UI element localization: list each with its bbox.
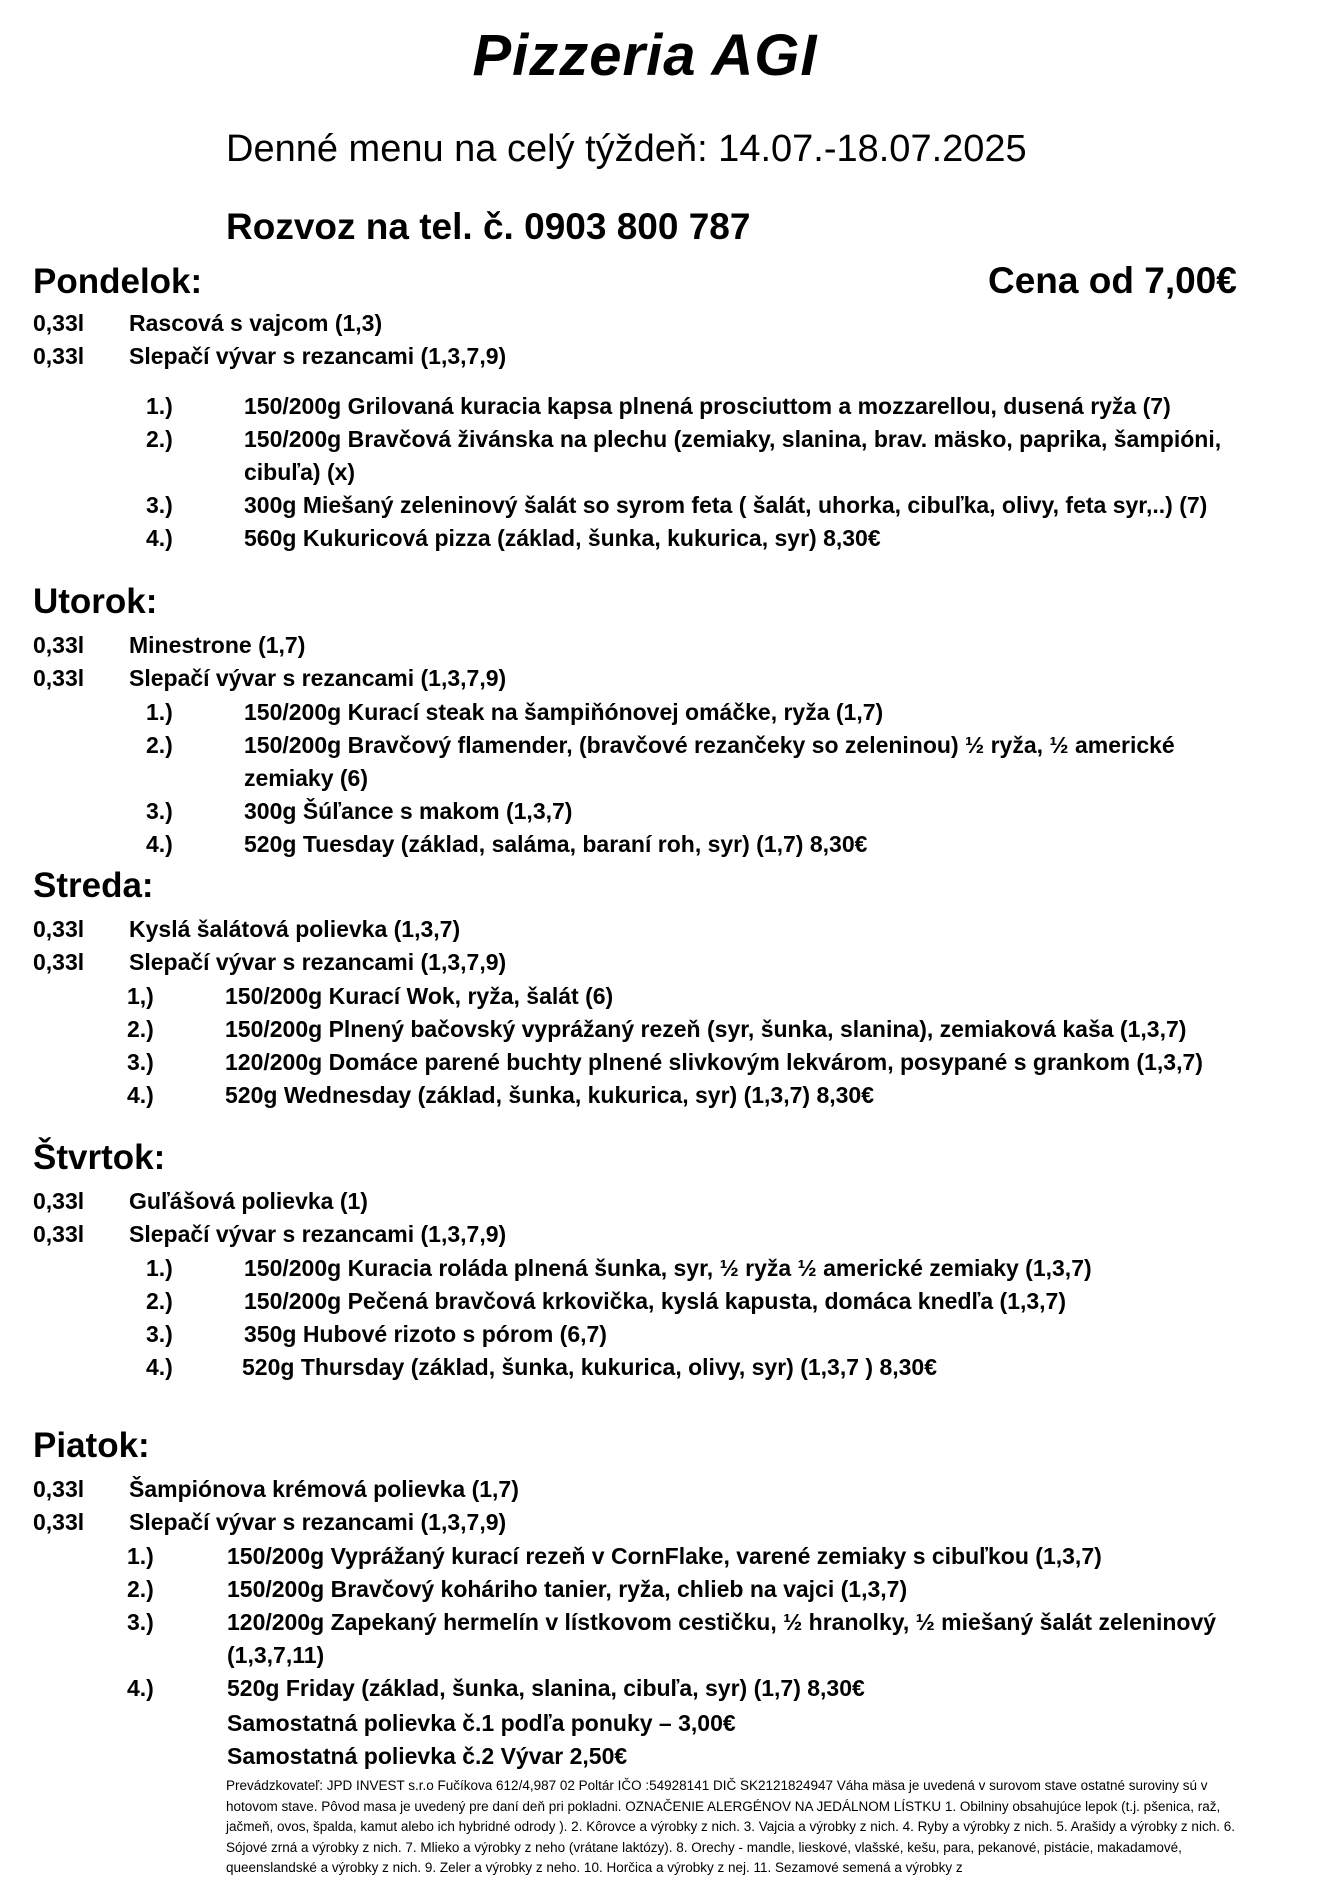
item-number: 4.): [146, 831, 173, 857]
extra-soup-2: Samostatná polievka č.2 Vývar 2,50€: [227, 1743, 628, 1769]
soup-name: Guľášová polievka (1): [129, 1188, 368, 1214]
item-text: 520g Wednesday (základ, šunka, kukurica, syr) (1,3,7) 8,30€: [225, 1082, 874, 1108]
price-note: Cena od 7,00€: [988, 260, 1237, 301]
soup-row: [33, 1509, 506, 1536]
menu-item: [0, 1013, 1290, 1046]
item-number: 4.): [127, 1675, 154, 1701]
menu-item: [0, 1285, 1290, 1318]
soup-name: Slepačí vývar s rezancami (1,3,7,9): [129, 665, 507, 691]
restaurant-title: Pizzeria AGI: [472, 23, 818, 88]
item-text: 300g Šúľance s makom (1,3,7): [244, 798, 573, 824]
item-text: 300g Miešaný zeleninový šalát so syrom feta ( šalát, uhorka, cibuľka, olivy, feta syr,..) (7): [244, 492, 1208, 518]
item-number: 2.): [146, 1288, 173, 1314]
day-heading-friday: Piatok:: [33, 1426, 150, 1465]
item-number: 4.): [146, 525, 173, 551]
item-number: 1,): [127, 983, 154, 1009]
item-text: 150/200g Vyprážaný kurací rezeň v CornFlake, varené zemiaky s cibuľkou (1,3,7): [227, 1543, 1102, 1569]
item-text: 120/200g Domáce parené buchty plnené slivkovým lekvárom, posypané s grankom (1,3,7): [225, 1049, 1203, 1075]
item-text: 520g Friday (základ, šunka, slanina, cibuľa, syr) (1,7) 8,30€: [227, 1675, 865, 1701]
soup-volume: 0,33l: [33, 1188, 85, 1214]
item-text: 520g Tuesday (základ, saláma, baraní roh, syr) (1,7) 8,30€: [244, 831, 868, 857]
menu-item: [0, 696, 1290, 729]
item-number: 3.): [127, 1609, 154, 1635]
soup-row: [33, 343, 506, 370]
item-number: 4.): [127, 1082, 154, 1108]
day-heading-thursday: Štvrtok:: [33, 1138, 166, 1177]
soup-row: [33, 1188, 368, 1215]
item-number: 2.): [146, 732, 173, 758]
menu-item: [0, 1672, 1290, 1705]
item-text: 150/200g Bravčový koháriho tanier, ryža, chlieb na vajci (1,3,7): [227, 1576, 908, 1602]
menu-item: [0, 1079, 1290, 1112]
item-text: 150/200g Bravčová živánska na plechu (zemiaky, slanina, brav. mäsko, paprika, šampióni, cibuľa) (x): [244, 426, 1222, 485]
item-number: 1.): [146, 393, 173, 419]
soup-name: Slepačí vývar s rezancami (1,3,7,9): [129, 1221, 507, 1247]
item-text: 120/200g Zapekaný hermelín v lístkovom cestičku, ½ hranolky, ½ miešaný šalát zeleninový (1,3,7,11): [227, 1609, 1217, 1668]
soup-volume: 0,33l: [33, 1221, 85, 1247]
soup-name: Rascová s vajcom (1,3): [129, 310, 383, 336]
item-text: 350g Hubové rizoto s pórom (6,7): [244, 1321, 607, 1347]
item-text: 150/200g Kuracia roláda plnená šunka, syr, ½ ryža ½ americké zemiaky (1,3,7): [244, 1255, 1092, 1281]
soup-row: [33, 1221, 506, 1248]
extra-soup-1: Samostatná polievka č.1 podľa ponuky – 3,00€: [227, 1710, 736, 1736]
soup-name: Slepačí vývar s rezancami (1,3,7,9): [129, 1509, 507, 1535]
soup-volume: 0,33l: [33, 343, 85, 369]
day-heading-wednesday: Streda:: [33, 866, 154, 905]
menu-item: [0, 1573, 1290, 1606]
soup-volume: 0,33l: [33, 949, 85, 975]
item-number: 3.): [127, 1049, 154, 1075]
item-text: 150/200g Kurací steak na šampiňónovej omáčke, ryža (1,7): [244, 699, 884, 725]
menu-item: [0, 1540, 1290, 1573]
soup-row: [33, 916, 460, 943]
item-number: 1.): [146, 699, 173, 725]
item-number: 2.): [146, 426, 173, 452]
item-number: 1.): [146, 1255, 173, 1281]
soup-row: [33, 310, 382, 337]
menu-item: [0, 828, 1290, 861]
soup-volume: 0,33l: [33, 665, 85, 691]
soup-volume: 0,33l: [33, 632, 85, 658]
soup-row: [33, 665, 506, 692]
soup-name: Kyslá šalátová polievka (1,3,7): [129, 916, 461, 942]
soup-name: Slepačí vývar s rezancami (1,3,7,9): [129, 949, 507, 975]
footer-allergen-note: Prevádzkovateľ: JPD INVEST s.r.o Fučíkova 612/4,987 02 Poltár IČO :54928141 DIČ SK2121824947 Váha mäsa je uvedená v surovom stave ostatné suroviny sú v hotovom stave. Pôvod masa je uvedený pre daní deň pri pokladni. OZNAČENIE ALERGÉNOV NA JEDÁLNOM LÍSTKU 1. Obilniny obsahujúce lepok (t.j. pšenica, raž, jačmeň, ovos, špalda, kamut alebo ich hybridné odrody ). 2. Kôrovce a výrobky z nich. 3. Vajcia a výrobky z nich. 4. Ryby a výrobky z nich. 5. Arašidy a výrobky z nich. 6. Sójové zrná a výrobky z nich. 7. Mlieko a výrobky z neho (vrátane laktózy). 8. Orechy - mandle, lieskové, vlašské, kešu, para, pekanové, pistácie, makadamové, queenslandské a výrobky z nich. 9. Zeler a výrobky z neho. 10. Horčica a výrobky z nej. 11. Sezamové semená a výrobky z: [226, 1778, 1235, 1875]
item-text: 150/200g Grilovaná kuracia kapsa plnená prosciuttom a mozzarellou, dusená ryža (7): [244, 393, 1171, 419]
soup-volume: 0,33l: [33, 1476, 85, 1502]
menu-item: [0, 980, 1290, 1013]
menu-item: [0, 522, 1290, 555]
item-text: 150/200g Pečená bravčová krkovička, kyslá kapusta, domáca knedľa (1,3,7): [244, 1288, 1067, 1314]
soup-row: [33, 1476, 519, 1503]
menu-item: [0, 1606, 1290, 1672]
soup-volume: 0,33l: [33, 1509, 85, 1535]
menu-item: [0, 423, 1290, 489]
delivery-phone: Rozvoz na tel. č. 0903 800 787: [226, 206, 751, 247]
menu-item: [0, 489, 1290, 522]
soup-row: [33, 949, 506, 976]
menu-item: [0, 1351, 1290, 1384]
menu-item: [0, 1252, 1290, 1285]
item-number: 2.): [127, 1576, 154, 1602]
item-number: 3.): [146, 798, 173, 824]
item-text: 150/200g Bravčový flamender, (bravčové rezančeky so zeleninou) ½ ryža, ½ americké zemiaky (6): [244, 732, 1175, 791]
day-heading-monday: Pondelok:: [33, 262, 203, 301]
item-text: 150/200g Plnený bačovský vyprážaný rezeň (syr, šunka, slanina), zemiaková kaša (1,3,7): [225, 1016, 1187, 1042]
item-number: 4.): [146, 1354, 173, 1380]
menu-item: [0, 729, 1290, 795]
soup-volume: 0,33l: [33, 310, 85, 336]
menu-item: [0, 1318, 1290, 1351]
item-number: 2.): [127, 1016, 154, 1042]
item-text: 520g Thursday (základ, šunka, kukurica, olivy, syr) (1,3,7 ) 8,30€: [242, 1354, 937, 1380]
item-number: 3.): [146, 1321, 173, 1347]
soup-name: Slepačí vývar s rezancami (1,3,7,9): [129, 343, 507, 369]
menu-item: [0, 795, 1290, 828]
soup-name: Šampiónova krémová polievka (1,7): [129, 1476, 519, 1502]
soup-volume: 0,33l: [33, 916, 85, 942]
item-text: 560g Kukuricová pizza (základ, šunka, kukurica, syr) 8,30€: [244, 525, 881, 551]
menu-item: [0, 1046, 1290, 1079]
day-heading-tuesday: Utorok:: [33, 582, 158, 621]
item-text: 150/200g Kurací Wok, ryža, šalát (6): [225, 983, 614, 1009]
menu-subtitle: Denné menu na celý týždeň: 14.07.-18.07.2025: [226, 128, 1027, 170]
item-number: 1.): [127, 1543, 154, 1569]
soup-name: Minestrone (1,7): [129, 632, 306, 658]
soup-row: [33, 632, 305, 659]
item-number: 3.): [146, 492, 173, 518]
